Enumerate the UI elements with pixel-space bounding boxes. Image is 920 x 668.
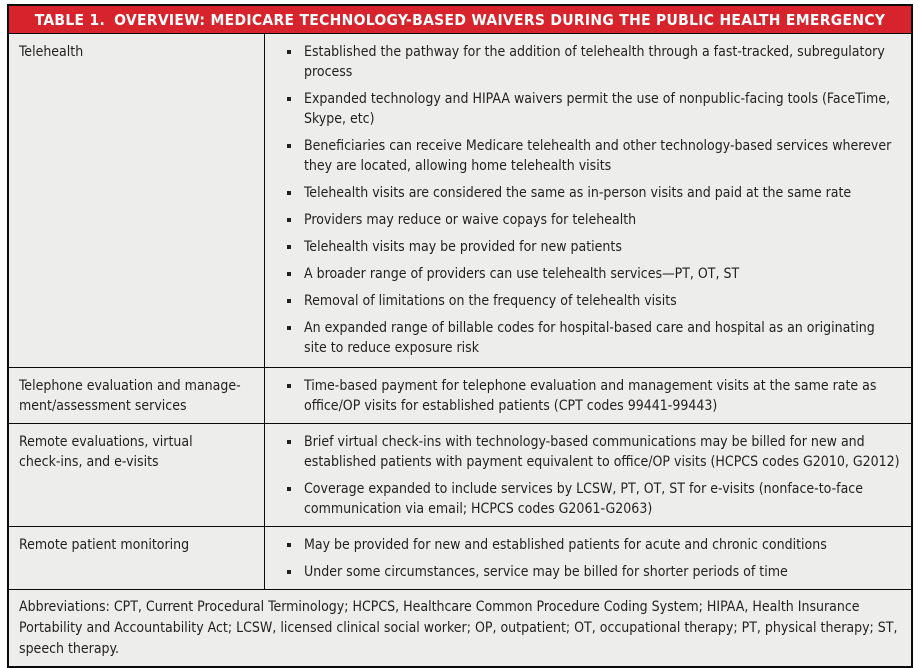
bullet-icon: [287, 50, 291, 54]
row-bullets: [265, 368, 911, 423]
bullet-icon: [287, 440, 291, 444]
bullet-item: [285, 42, 901, 82]
bullet-item: [285, 89, 901, 129]
bullet-text: Providers may reduce or waive copays for telehealth: [304, 212, 637, 228]
bullet-text: Expanded technology and HIPAA waivers permit the use of nonpublic-facing tools (FaceTime, Skype, etc): [304, 91, 891, 127]
bullet-icon: [287, 299, 291, 303]
table-title: OVERVIEW: MEDICARE TECHNOLOGY-BASED WAIVERS DURING THE PUBLIC HEALTH EMERGENCY: [114, 10, 886, 29]
table-number-label: TABLE 1.: [34, 10, 106, 29]
bullet-item: [285, 479, 901, 519]
bullet-text: May be provided for new and established patients for acute and chronic conditions: [304, 537, 827, 553]
bullet-icon: [287, 326, 291, 330]
bullet-text: Coverage expanded to include services by LCSW, PT, OT, ST for e-visits (nonface-to-face communication via email; HCPCS codes G2061-G2063): [304, 481, 863, 517]
bullet-icon: [287, 272, 291, 276]
bullet-icon: [287, 543, 291, 547]
bullet-item: [285, 136, 901, 176]
bullet-item: [285, 183, 901, 203]
medicare-waivers-table: [7, 4, 913, 668]
row-bullets: [265, 527, 911, 589]
row-label-line: Remote evaluations, virtual: [19, 434, 193, 450]
bullet-icon: [287, 487, 291, 491]
table-row: [9, 527, 911, 590]
table-title-bar: [9, 6, 911, 34]
bullet-item: [285, 376, 901, 416]
bullet-text: Telehealth visits may be provided for new patients: [304, 239, 622, 255]
row-bullets: [265, 424, 911, 526]
bullet-text: Under some circumstances, service may be billed for shorter periods of time: [304, 564, 788, 580]
bullet-icon: [287, 245, 291, 249]
bullet-icon: [287, 570, 291, 574]
row-bullets: [265, 34, 911, 367]
bullet-text: A broader range of providers can use telehealth services—PT, OT, ST: [304, 266, 740, 282]
bullet-icon: [287, 97, 291, 101]
bullet-icon: [287, 144, 291, 148]
row-label-line: check-ins, and e-visits: [19, 454, 159, 470]
row-label: [9, 34, 265, 367]
bullet-icon: [287, 384, 291, 388]
bullet-text: Removal of limitations on the frequency of telehealth visits: [304, 293, 677, 309]
row-label: [9, 527, 265, 589]
bullet-text: Telehealth visits are considered the same as in-person visits and paid at the same rate: [304, 185, 852, 201]
bullet-icon: [287, 218, 291, 222]
row-label: [9, 424, 265, 526]
bullet-item: [285, 318, 901, 358]
bullet-text: Beneficiaries can receive Medicare telehealth and other technology-based services wherever they are located, allowing home telehealth visits: [304, 138, 892, 174]
bullet-item: [285, 264, 901, 284]
bullet-item: [285, 210, 901, 230]
bullet-item: [285, 535, 901, 555]
bullet-icon: [287, 191, 291, 195]
row-label-line: Remote patient monitoring: [19, 537, 190, 553]
bullet-item: [285, 237, 901, 257]
bullet-item: [285, 432, 901, 472]
abbreviations-note: [9, 590, 911, 666]
bullet-item: [285, 562, 901, 582]
table-row: [9, 34, 911, 368]
abbreviations-text: Abbreviations: CPT, Current Procedural Terminology; HCPCS, Healthcare Common Procedure Coding System; HIPAA, Health Insurance Portability and Accountability Act; LCSW, licensed clinical social worker; OP, outpatient; OT, occupational therapy; PT, physical therapy; ST, speech therapy.: [19, 599, 898, 657]
bullet-text: Brief virtual check-ins with technology-based communications may be billed for new and established patients with payment equivalent to office/OP visits (HCPCS codes G2010, G2012): [304, 434, 900, 470]
row-label-line: Telephone evaluation and manage-: [19, 378, 241, 394]
bullet-text: Time-based payment for telephone evaluation and management visits at the same rate as office/OP visits for established patients (CPT codes 99441-99443): [304, 378, 877, 414]
row-label: [9, 368, 265, 423]
bullet-text: Established the pathway for the addition of telehealth through a fast-tracked, subregulatory process: [304, 44, 885, 80]
row-label-line: ment/assessment services: [19, 398, 187, 414]
bullet-item: [285, 291, 901, 311]
table-row: [9, 368, 911, 424]
row-label-line: Telehealth: [19, 44, 84, 60]
bullet-text: An expanded range of billable codes for hospital-based care and hospital as an originating site to reduce exposure risk: [304, 320, 875, 356]
table-body: [9, 34, 911, 590]
table-row: [9, 424, 911, 527]
